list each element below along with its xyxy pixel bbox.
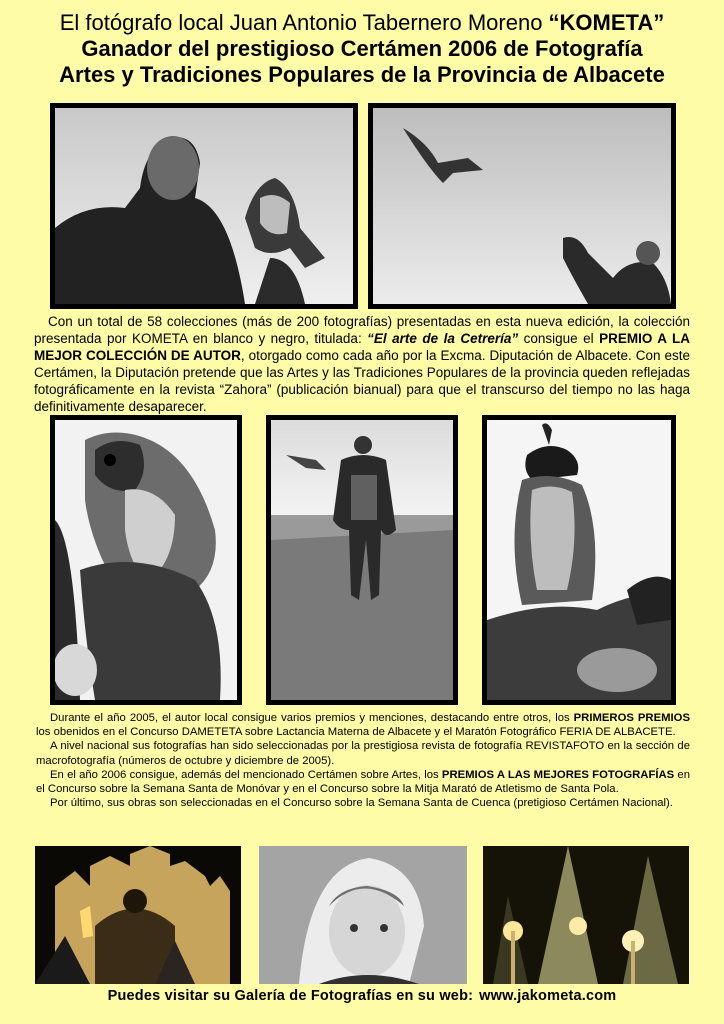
intro-text-1: Con un total de 58 colecciones (más de 200 fotografías) presentadas en esta nueva edición, la colección presentada por KOMETA en blanco y negro, titulada: — [34, 314, 690, 346]
awards-2005-text-a: Durante el año 2005, el autor local consigue varios premios y menciones, destacando entre otros, los — [50, 712, 574, 724]
photo-hooded-falcon — [482, 415, 676, 705]
headline-prefix: El fotógrafo local Juan Antonio Tabernero Moreno — [59, 10, 549, 35]
awards-2005-text-b: los obenidos en el Concurso DAMETETA sobre Lactancia Materna de Albacete y el Maratón Fotográfico FERIA DE ALBACETE. — [36, 726, 676, 739]
awards-2005-highlight: PRIMEROS PREMIOS — [573, 712, 690, 724]
awards-2006 — [36, 768, 690, 796]
awards-2005 — [36, 711, 690, 739]
website-link[interactable]: www.jakometa.com — [479, 988, 617, 1004]
page-footer — [0, 988, 724, 1004]
awards-2006-text-b: en el Concurso sobre la Semana Santa de Monóvar y en el Concurso sobre la Mitja Marató de Atletismo de Santa Pola. — [36, 768, 691, 796]
intro-text-3: , otorgado como cada año por la Excma. Diputación de Albacete. Con este Certámen, la Diputación pretende que las Artes y las Tradiciones Populares de la provincia queden reflejadas fotográficamente en la revista “Zahora” (publicación bianual) para que el transcurso del tiempo no las haga definitivamente desaparecer. — [34, 348, 690, 414]
photo-falcon-closeup — [50, 415, 242, 705]
photo-falcon-flight — [368, 103, 676, 309]
photo-falconer-field — [266, 415, 458, 705]
photo-girl-portrait — [259, 846, 467, 984]
intro-paragraph — [34, 313, 690, 415]
headline-photographer — [0, 10, 724, 36]
award-name: PREMIO A LA MEJOR COLECCIÓN DE AUTOR — [34, 331, 690, 363]
awards-cuenca: Por último, sus obras son seleccionadas en el Concurso sobre la Semana Santa de Cuenca (pretigioso Certámen Nacional). — [50, 797, 673, 810]
photo-cathedral-night — [35, 846, 241, 984]
awards-national: A nivel nacional sus fotografías han sido seleccionadas por la prestigiosa revista de fotografía REVISTAFOTO en la sección de macrofotografía (números de octubre y diciembre de 2005). — [36, 740, 690, 767]
collection-title: “El arte de la Cetrería” — [367, 331, 519, 346]
headline-category: Artes y Tradiciones Populares de la Provincia de Albacete — [59, 62, 665, 87]
page-header — [0, 10, 724, 88]
photo-procession-candles — [483, 846, 689, 984]
headline-award: Ganador del prestigioso Certámen 2006 de Fotografía — [81, 36, 643, 61]
awards-section — [36, 711, 690, 810]
awards-2006-highlight: PREMIOS A LAS MEJORES FOTOGRAFÍAS — [441, 768, 675, 781]
awards-2006-text-a: En el año 2006 consigue, además del mencionado Certámen sobre Artes, los — [50, 768, 442, 781]
headline-nickname: “KOMETA” — [548, 10, 665, 35]
photo-falconer-whistle — [50, 103, 358, 309]
footer-text: Puedes visitar su Galería de Fotografías en su web: — [107, 988, 474, 1004]
intro-text-2: consigue el — [518, 331, 600, 346]
